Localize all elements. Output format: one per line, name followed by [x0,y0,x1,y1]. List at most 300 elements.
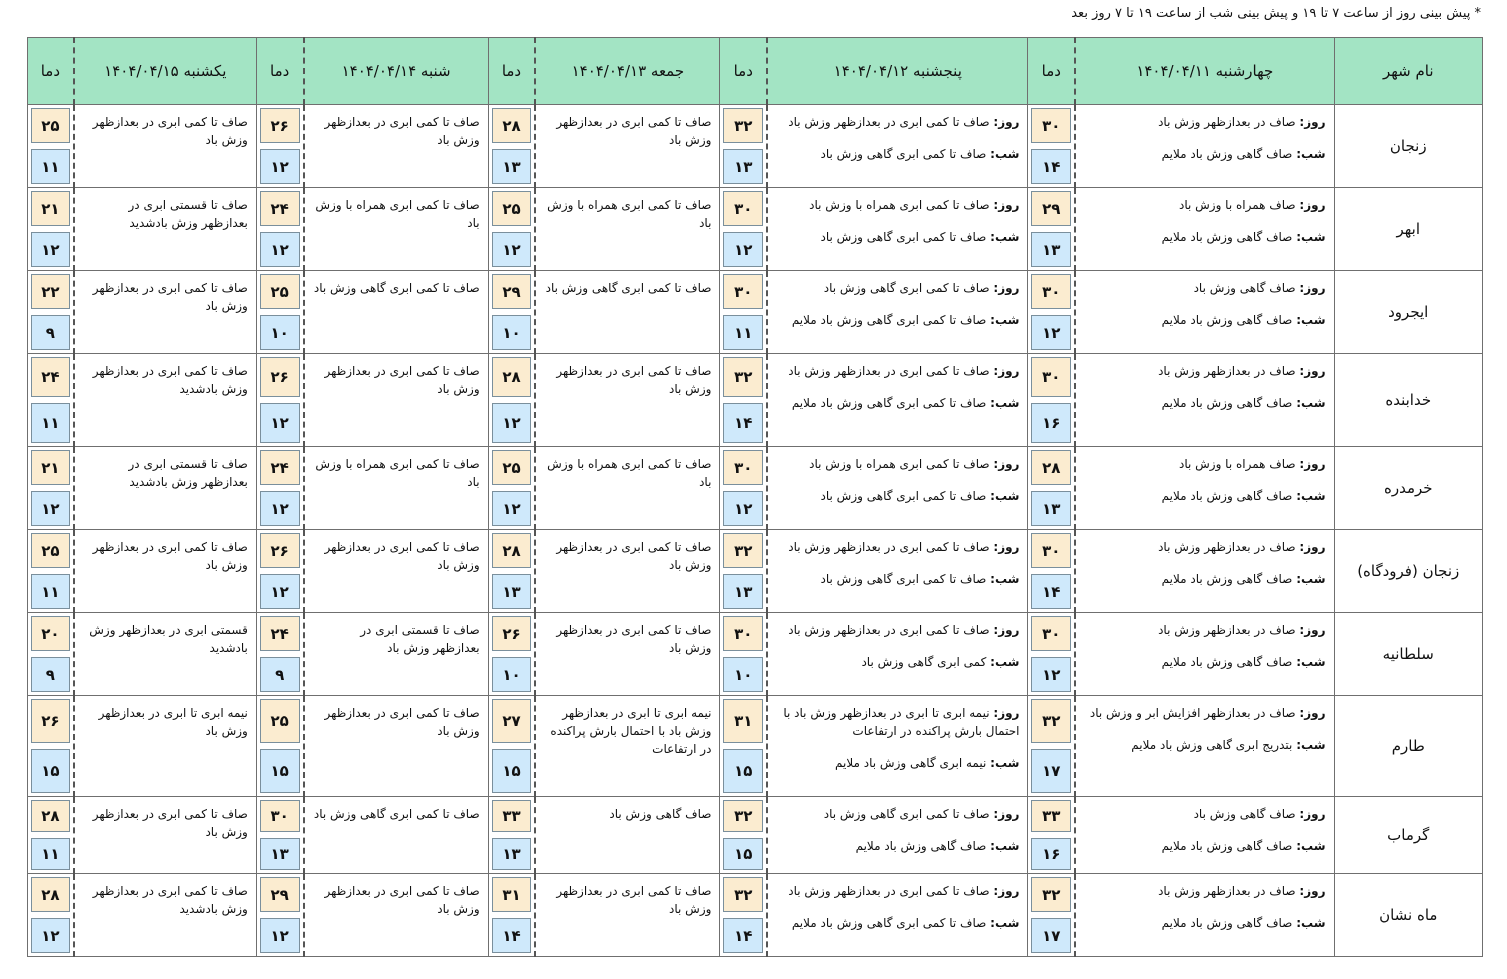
temp-box [28,188,73,270]
temp-cell [1028,874,1075,957]
max-temp: ۲۴ [260,616,300,651]
min-temp: ۱۱ [31,149,70,184]
max-temp: ۲۹ [492,274,532,309]
day-text: صاف در بعدازظهر وزش باد [1158,623,1296,637]
night-forecast [1082,311,1325,329]
temp-box [257,797,303,873]
night-forecast [1082,487,1325,505]
forecast-text: صاف تا کمی ابری در بعدازظهر وزش باد [324,884,480,916]
night-text: صاف گاهی وزش باد ملایم [1161,230,1293,244]
temp-box [257,271,303,353]
temp-cell [720,188,767,271]
temp-box [720,874,766,956]
max-temp: ۲۸ [31,877,70,912]
temp-box [28,105,73,187]
min-temp: ۱۱ [31,403,70,443]
day-forecast [1082,805,1325,823]
forecast-desc [535,874,720,957]
forecast-desc [304,874,489,957]
header-temp: دما [720,38,767,105]
min-temp: ۹ [31,657,70,692]
forecast-desc [74,613,257,696]
temp-cell [488,874,535,957]
max-temp: ۲۶ [31,699,70,743]
forecast-desc [304,105,489,188]
night-text: صاف تا کمی ابری گاهی وزش باد [820,147,987,161]
min-temp: ۱۵ [260,749,300,793]
min-temp: ۱۲ [723,232,763,267]
night-text: صاف تا کمی ابری گاهی وزش باد [820,489,987,503]
temp-cell [488,354,535,447]
max-temp: ۳۳ [1031,800,1071,832]
forecast-desc [1075,188,1334,271]
day-forecast [1082,455,1325,473]
night-forecast [1082,228,1325,246]
forecast-desc [304,530,489,613]
table-row [28,797,1483,874]
min-temp: ۹ [260,657,300,692]
night-text: صاف گاهی وزش باد ملایم [1161,147,1293,161]
temp-cell [256,797,303,874]
max-temp: ۲۸ [492,357,532,397]
city-name: ابهر [1334,188,1483,271]
temp-box [257,874,303,956]
forecast-text: صاف تا کمی ابری گاهی وزش باد [313,807,480,821]
forecast-text: صاف تا کمی ابری در بعدازظهر وزش باد [556,364,712,396]
forecast-desc [767,105,1028,188]
header-temp: دما [28,38,74,105]
night-forecast [774,228,1019,246]
day-forecast [774,805,1019,823]
night-label: شب: [990,230,1020,244]
city-name: زنجان [1334,105,1483,188]
temp-box [257,188,303,270]
day-label: روز: [993,457,1020,471]
table-row [28,874,1483,957]
night-forecast [1082,837,1325,855]
forecast-desc [535,188,720,271]
min-temp: ۱۷ [1031,749,1071,793]
city-name: زنجان (فرودگاه) [1334,530,1483,613]
forecast-desc [1075,271,1334,354]
forecast-text: صاف تا قسمتی ابری در بعدازظهر وزش بادشدید [128,198,248,230]
header-temp: دما [256,38,303,105]
table-row [28,613,1483,696]
forecast-table [27,37,1483,957]
day-text: صاف تا کمی ابری همراه با وزش باد [809,198,990,212]
temp-box [720,271,766,353]
min-temp: ۱۲ [260,149,300,184]
temp-cell [720,354,767,447]
min-temp: ۱۳ [492,149,532,184]
temp-box [1028,105,1074,187]
temp-cell [488,447,535,530]
max-temp: ۳۲ [723,800,763,832]
forecast-note: * پیش بینی روز از ساعت ۷ تا ۱۹ و پیش بینی شب از ساعت ۱۹ تا ۷ روز بعد [1071,6,1481,21]
day-forecast [1082,704,1325,722]
header-city: نام شهر [1334,38,1483,105]
table-row [28,696,1483,797]
min-temp: ۱۱ [723,315,763,350]
night-label: شب: [1296,916,1326,930]
forecast-desc [767,530,1028,613]
max-temp: ۲۴ [260,191,300,226]
night-text: صاف گاهی وزش باد ملایم [1161,396,1293,410]
day-text: صاف همراه با وزش باد [1178,198,1296,212]
day-forecast [774,538,1019,556]
max-temp: ۳۰ [1031,357,1071,397]
header-day-1: چهارشنبه ۱۴۰۴/۰۴/۱۱ [1075,38,1334,105]
forecast-text: صاف تا کمی ابری همراه با وزش باد [315,457,480,489]
day-text: صاف در بعدازظهر وزش باد [1158,884,1296,898]
forecast-desc [535,105,720,188]
temp-box [257,530,303,612]
min-temp: ۱۴ [723,918,763,953]
forecast-text: نیمه ابری تا ابری در بعدازظهر وزش باد با احتمال بارش پراکنده در ارتفاعات [550,706,712,756]
night-text: صاف گاهی وزش باد ملایم [1161,839,1293,853]
forecast-desc [767,188,1028,271]
forecast-text: صاف تا کمی ابری در بعدازظهر وزش باد [556,540,712,572]
day-text: صاف در بعدازظهر افزایش ابر و وزش باد [1089,706,1296,720]
temp-cell [28,696,74,797]
city-name: طارم [1334,696,1483,797]
forecast-desc [304,271,489,354]
temp-cell [28,447,74,530]
temp-box [1028,271,1074,353]
day-label: روز: [1299,281,1326,295]
max-temp: ۳۳ [492,800,532,832]
min-temp: ۱۲ [492,403,532,443]
forecast-desc [304,797,489,874]
temp-cell [720,696,767,797]
night-text: صاف گاهی وزش باد ملایم [1161,572,1293,586]
day-text: صاف تا کمی ابری گاهی وزش باد [823,807,990,821]
forecast-text: صاف تا کمی ابری در بعدازظهر وزش باد [92,281,248,313]
max-temp: ۳۰ [1031,616,1071,651]
night-forecast [774,570,1019,588]
night-forecast [774,653,1019,671]
night-label: شب: [990,756,1020,770]
min-temp: ۱۲ [31,491,70,526]
temp-box [1028,354,1074,446]
forecast-desc [74,188,257,271]
forecast-desc [304,696,489,797]
night-label: شب: [990,839,1020,853]
day-label: روز: [1299,884,1326,898]
forecast-desc [1075,530,1334,613]
max-temp: ۲۴ [260,450,300,485]
max-temp: ۲۱ [31,191,70,226]
night-label: شب: [1296,147,1326,161]
day-label: روز: [1299,457,1326,471]
temp-cell [1028,354,1075,447]
temp-cell [256,354,303,447]
night-label: شب: [990,572,1020,586]
night-text: نیمه ابری گاهی وزش باد ملایم [835,756,987,770]
day-forecast [774,279,1019,297]
table-row [28,105,1483,188]
min-temp: ۱۲ [31,918,70,953]
day-text: صاف تا کمی ابری در بعدازظهر وزش باد [788,115,990,129]
day-text: صاف گاهی وزش باد [1193,807,1296,821]
temp-cell [1028,797,1075,874]
forecast-desc [767,613,1028,696]
forecast-text: صاف تا کمی ابری در بعدازظهر وزش بادشدید [92,884,248,916]
night-forecast [774,754,1019,772]
night-forecast [774,837,1019,855]
max-temp: ۲۶ [260,533,300,568]
min-temp: ۱۳ [492,838,532,870]
forecast-text: صاف تا کمی ابری در بعدازظهر وزش باد [92,115,248,147]
max-temp: ۳۲ [723,533,763,568]
day-text: صاف در بعدازظهر وزش باد [1158,540,1296,554]
forecast-desc [74,874,257,957]
min-temp: ۱۲ [260,403,300,443]
night-forecast [774,394,1019,412]
forecast-text: صاف تا کمی ابری همراه با وزش باد [547,457,712,489]
day-text: صاف در بعدازظهر وزش باد [1158,115,1296,129]
night-forecast [1082,394,1325,412]
day-label: روز: [1299,115,1326,129]
forecast-desc [535,271,720,354]
max-temp: ۳۰ [723,616,763,651]
night-label: شب: [1296,572,1326,586]
temp-box [28,271,73,353]
temp-cell [28,188,74,271]
day-label: روز: [993,706,1020,720]
day-label: روز: [993,884,1020,898]
max-temp: ۲۵ [260,699,300,743]
night-text: صاف تا کمی ابری گاهی وزش باد ملایم [791,916,987,930]
table-row [28,447,1483,530]
min-temp: ۱۰ [492,315,532,350]
temp-cell [720,105,767,188]
min-temp: ۱۲ [260,491,300,526]
forecast-text: صاف تا قسمتی ابری در بعدازظهر وزش بادشدید [128,457,248,489]
temp-cell [256,613,303,696]
night-forecast [774,145,1019,163]
forecast-desc [767,354,1028,447]
temp-cell [1028,188,1075,271]
min-temp: ۱۶ [1031,838,1071,870]
temp-cell [256,188,303,271]
night-label: شب: [990,655,1020,669]
forecast-desc [74,797,257,874]
day-forecast [774,362,1019,380]
temp-box [257,613,303,695]
night-forecast [1082,145,1325,163]
temp-cell [1028,530,1075,613]
day-text: صاف تا کمی ابری در بعدازظهر وزش باد [788,364,990,378]
day-text: نیمه ابری تا ابری در بعدازظهر وزش باد با احتمال بارش پراکنده در ارتفاعات [783,706,1020,738]
day-forecast [774,196,1019,214]
city-name: خدابنده [1334,354,1483,447]
max-temp: ۳۰ [723,191,763,226]
min-temp: ۹ [31,315,70,350]
night-forecast [1082,914,1325,932]
temp-box [489,797,535,873]
min-temp: ۱۰ [260,315,300,350]
night-label: شب: [1296,313,1326,327]
temp-box [489,354,535,446]
forecast-desc [767,696,1028,797]
temp-cell [28,530,74,613]
temp-cell [720,271,767,354]
day-text: صاف همراه با وزش باد [1178,457,1296,471]
min-temp: ۱۵ [723,749,763,793]
day-label: روز: [993,807,1020,821]
min-temp: ۱۲ [492,491,532,526]
temp-box [489,271,535,353]
day-text: صاف گاهی وزش باد [1193,281,1296,295]
temp-box [1028,613,1074,695]
forecast-text: صاف تا کمی ابری همراه با وزش باد [315,198,480,230]
city-name: سلطانیه [1334,613,1483,696]
min-temp: ۱۲ [31,232,70,267]
city-name: ماه نشان [1334,874,1483,957]
temp-cell [488,696,535,797]
night-text: صاف تا کمی ابری گاهی وزش باد [820,230,987,244]
temp-cell [28,271,74,354]
night-text: کمی ابری گاهی وزش باد [861,655,987,669]
min-temp: ۱۴ [723,403,763,443]
max-temp: ۳۰ [1031,533,1071,568]
day-forecast [1082,362,1325,380]
forecast-desc [1075,613,1334,696]
night-text: صاف گاهی وزش باد ملایم [855,839,987,853]
day-label: روز: [1299,623,1326,637]
min-temp: ۱۵ [31,749,70,793]
night-label: شب: [990,916,1020,930]
max-temp: ۲۵ [492,191,532,226]
temp-cell [488,271,535,354]
max-temp: ۲۹ [260,877,300,912]
temp-box [28,613,73,695]
min-temp: ۱۳ [1031,491,1071,526]
min-temp: ۱۵ [723,838,763,870]
temp-box [28,354,73,446]
temp-box [1028,874,1074,956]
forecast-desc [535,354,720,447]
forecast-text: صاف تا قسمتی ابری در بعدازظهر وزش باد [360,623,480,655]
temp-box [28,797,73,873]
max-temp: ۲۴ [31,357,70,397]
city-name: خرمدره [1334,447,1483,530]
temp-cell [488,613,535,696]
max-temp: ۳۲ [723,108,763,143]
min-temp: ۱۲ [723,491,763,526]
min-temp: ۱۵ [492,749,532,793]
forecast-text: صاف تا کمی ابری در بعدازظهر وزش باد [92,807,248,839]
table-row [28,354,1483,447]
night-text: صاف گاهی وزش باد ملایم [1161,916,1293,930]
day-label: روز: [1299,807,1326,821]
temp-cell [1028,696,1075,797]
min-temp: ۱۴ [1031,574,1071,609]
min-temp: ۱۲ [260,574,300,609]
temp-cell [28,797,74,874]
temp-cell [1028,105,1075,188]
temp-box [720,797,766,873]
temp-cell [28,874,74,957]
day-label: روز: [993,364,1020,378]
max-temp: ۲۶ [260,108,300,143]
max-temp: ۳۱ [723,699,763,743]
forecast-desc [304,354,489,447]
max-temp: ۲۷ [492,699,532,743]
forecast-desc [304,613,489,696]
forecast-desc [304,447,489,530]
temp-box [1028,447,1074,529]
night-label: شب: [990,396,1020,410]
temp-box [257,696,303,796]
temp-cell [256,447,303,530]
max-temp: ۲۹ [1031,191,1071,226]
day-forecast [774,113,1019,131]
forecast-text: صاف تا کمی ابری در بعدازظهر وزش باد [324,540,480,572]
temp-cell [720,447,767,530]
max-temp: ۲۸ [492,533,532,568]
min-temp: ۱۱ [31,838,70,870]
night-text: صاف تا کمی ابری گاهی وزش باد [820,572,987,586]
min-temp: ۱۴ [1031,149,1071,184]
header-day-2: پنجشنبه ۱۴۰۴/۰۴/۱۲ [767,38,1028,105]
forecast-desc [74,271,257,354]
day-forecast [774,621,1019,639]
forecast-text: صاف تا کمی ابری در بعدازظهر وزش باد [324,364,480,396]
forecast-text: صاف تا کمی ابری گاهی وزش باد [545,281,712,295]
day-label: روز: [1299,198,1326,212]
temp-cell [720,530,767,613]
day-forecast [1082,538,1325,556]
forecast-desc [767,874,1028,957]
temp-box [1028,696,1074,796]
day-text: صاف تا کمی ابری در بعدازظهر وزش باد [788,623,990,637]
forecast-desc [767,447,1028,530]
temp-cell [488,105,535,188]
day-text: صاف تا کمی ابری در بعدازظهر وزش باد [788,540,990,554]
max-temp: ۳۰ [260,800,300,832]
forecast-desc [535,696,720,797]
forecast-desc [74,530,257,613]
day-forecast [1082,196,1325,214]
temp-box [28,530,73,612]
night-label: شب: [1296,839,1326,853]
temp-box [257,354,303,446]
forecast-desc [767,271,1028,354]
forecast-text: صاف تا کمی ابری همراه با وزش باد [547,198,712,230]
day-label: روز: [1299,706,1326,720]
min-temp: ۱۷ [1031,918,1071,953]
night-text: بتدریج ابری گاهی وزش باد ملایم [1131,738,1293,752]
temp-box [489,105,535,187]
max-temp: ۳۰ [1031,274,1071,309]
max-temp: ۲۵ [260,274,300,309]
forecast-desc [74,696,257,797]
temp-box [1028,797,1074,873]
forecast-desc [1075,354,1334,447]
max-temp: ۲۶ [260,357,300,397]
min-temp: ۱۳ [260,838,300,870]
night-label: شب: [1296,489,1326,503]
temp-box [720,530,766,612]
temp-box [720,613,766,695]
temp-box [1028,530,1074,612]
table-row [28,271,1483,354]
max-temp: ۲۰ [31,616,70,651]
temp-cell [256,696,303,797]
min-temp: ۱۶ [1031,403,1071,443]
